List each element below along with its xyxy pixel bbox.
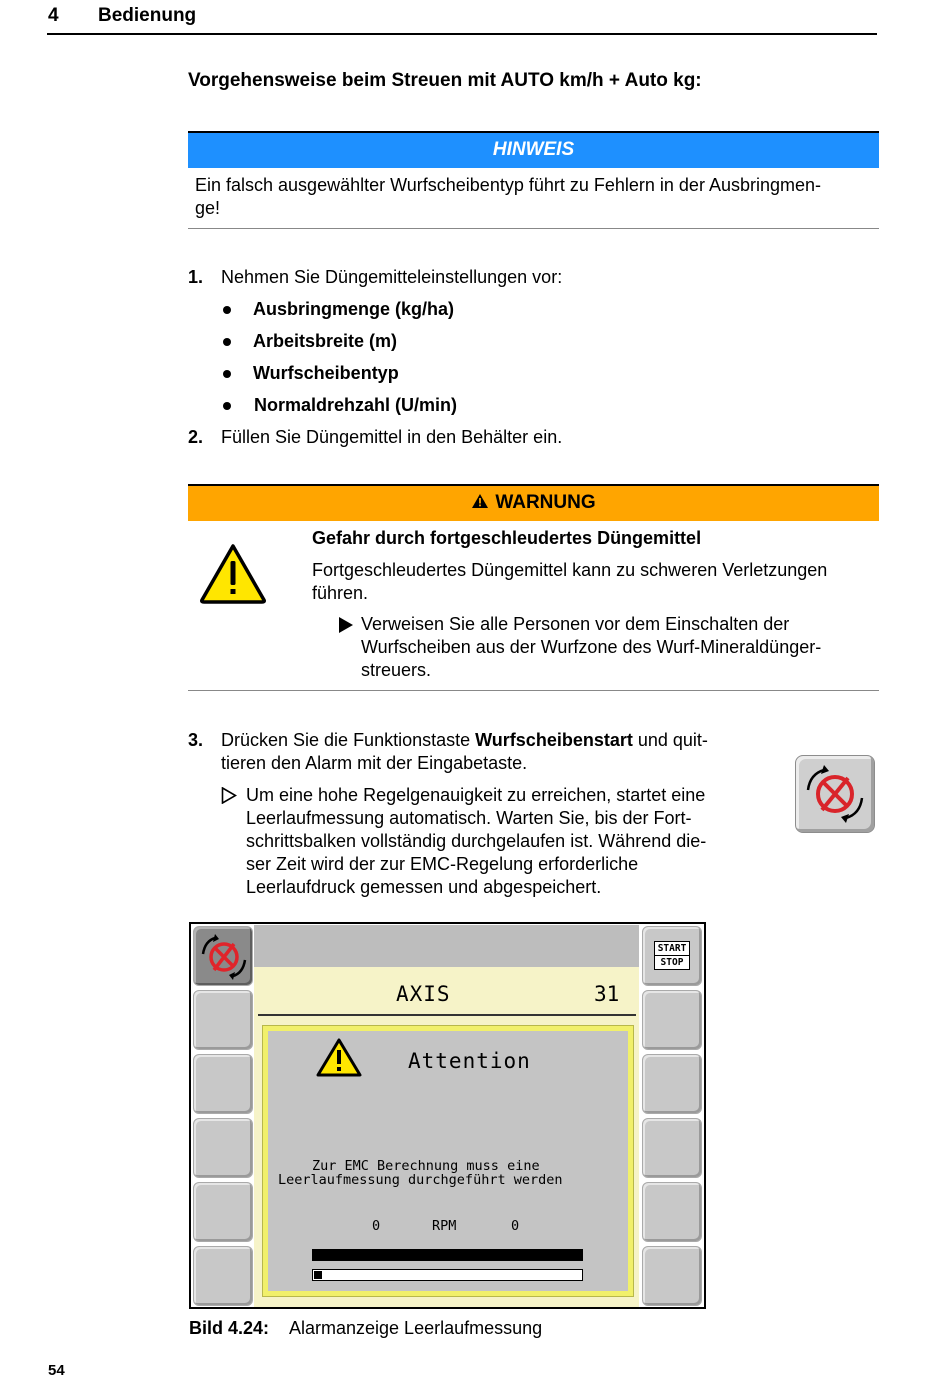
warning-text-line-1: Fortgeschleudertes Düngemittel kann zu schweren Verletzungen — [312, 560, 828, 580]
result-line: Um eine hohe Regelgenauigkeit zu erreichen, startet eine — [246, 785, 706, 805]
terminal-start-stop-key[interactable] — [642, 926, 702, 986]
warning-small-icon — [471, 493, 489, 509]
page-number: 54 — [48, 1362, 65, 1379]
terminal-left-key-disc-start[interactable] — [193, 926, 253, 986]
warning-banner — [188, 484, 879, 521]
terminal-left-key[interactable] — [193, 1054, 253, 1114]
notice-banner: HINWEIS — [188, 131, 879, 168]
bullet-dot — [223, 370, 231, 378]
alarm-message-line-1: Zur EMC Berechnung muss eine — [312, 1158, 540, 1174]
result-arrow-icon — [221, 787, 237, 804]
step-1-text: Nehmen Sie Düngemitteleinstellungen vor: — [221, 267, 563, 287]
notice-text-line-1: Ein falsch ausgewählter Wurfscheibentyp führt zu Fehlern in der Ausbringmen- — [195, 175, 821, 195]
step-2-number: 2. — [188, 427, 204, 447]
figure-label: Bild 4.24: — [189, 1318, 270, 1338]
start-label: START — [654, 941, 690, 956]
reference-bar — [312, 1249, 583, 1261]
machine-name: AXIS — [396, 982, 451, 1006]
notice-text — [195, 174, 875, 220]
result-line: Leerlaufmessung automatisch. Warten Sie, bis der Fort- — [246, 808, 692, 828]
alarm-title: Attention — [408, 1049, 531, 1073]
stop-label: STOP — [654, 956, 690, 970]
chapter-title: Bedienung — [98, 5, 197, 26]
step-3-text-start: Drücken Sie die Funktionstaste — [221, 730, 476, 750]
warning-label: WARNUNG — [495, 492, 596, 513]
step-3-key-name: Wurfscheibenstart — [475, 730, 633, 750]
notice-text-line-2: ge! — [195, 198, 221, 218]
spreading-disc-start-icon — [194, 927, 254, 987]
machine-number: 31 — [594, 982, 620, 1006]
bullet-item: Wurfscheibentyp — [253, 363, 399, 383]
step-3-text-line-2: tieren den Alarm mit der Eingabetaste. — [221, 753, 528, 773]
figure-caption: Alarmanzeige Leerlaufmessung — [289, 1318, 543, 1338]
header-divider — [258, 1014, 636, 1016]
warning-rule — [188, 690, 879, 691]
bullet-dot — [223, 402, 231, 410]
action-arrow-icon — [338, 617, 354, 633]
step-3-text — [221, 729, 708, 752]
warning-action-line: Verweisen Sie alle Personen vor dem Einschalten der — [361, 614, 790, 634]
step-2-text: Füllen Sie Düngemittel in den Behälter ein. — [221, 427, 563, 447]
warning-triangle-icon — [199, 543, 267, 604]
progress-bar-fill — [314, 1271, 322, 1279]
procedure-title: Vorgehensweise beim Streuen mit AUTO km/h + Auto kg: — [188, 70, 702, 91]
bullet-dot — [223, 338, 231, 346]
warning-text-line-2: führen. — [312, 583, 369, 603]
warning-action-line: streuers. — [361, 660, 432, 680]
terminal-right-key[interactable] — [642, 1182, 702, 1242]
warning-heading: Gefahr durch fortgeschleudertes Düngemittel — [312, 528, 702, 548]
step-1-number: 1. — [188, 267, 204, 287]
bullet-item: Normaldrehzahl (U/min) — [254, 395, 458, 415]
progress-bar — [312, 1269, 583, 1281]
bullet-dot — [223, 306, 231, 314]
result-line: schrittsbalken vollständig durchgelaufen ist. Während die- — [246, 831, 707, 851]
terminal-status-bar — [254, 925, 639, 967]
terminal-left-key[interactable] — [193, 1118, 253, 1178]
spreading-disc-start-key[interactable] — [795, 755, 875, 833]
terminal-right-key[interactable] — [642, 1118, 702, 1178]
step-3-text-end: und quit- — [632, 730, 708, 750]
start-stop-icon — [654, 941, 690, 969]
terminal-right-key[interactable] — [642, 1246, 702, 1306]
alarm-warning-icon — [316, 1038, 362, 1078]
terminal-left-key[interactable] — [193, 990, 253, 1050]
result-line: Leerlaufdruck gemessen und abgespeichert. — [246, 877, 602, 897]
spreading-disc-start-icon — [796, 756, 874, 832]
chapter-number: 4 — [48, 5, 59, 26]
terminal-left-key[interactable] — [193, 1182, 253, 1242]
terminal-right-key[interactable] — [642, 1054, 702, 1114]
bullet-item: Arbeitsbreite (m) — [253, 331, 398, 351]
result-line: ser Zeit wird der zur EMC-Regelung erforderliche — [246, 854, 639, 874]
warning-action-line: Wurfscheiben aus der Wurfzone des Wurf-Mineraldünger- — [361, 637, 822, 657]
step-3-number: 3. — [188, 730, 204, 750]
alarm-message-line-2: Leerlaufmessung durchgeführt werden — [278, 1172, 563, 1188]
bullet-item: Ausbringmenge (kg/ha) — [253, 299, 455, 319]
terminal-left-key[interactable] — [193, 1246, 253, 1306]
notice-rule — [188, 228, 879, 229]
rpm-label: RPM — [432, 1218, 457, 1234]
header-rule — [47, 33, 877, 35]
rpm-right-value: 0 — [511, 1218, 520, 1234]
rpm-left-value: 0 — [372, 1218, 381, 1234]
terminal-right-key[interactable] — [642, 990, 702, 1050]
